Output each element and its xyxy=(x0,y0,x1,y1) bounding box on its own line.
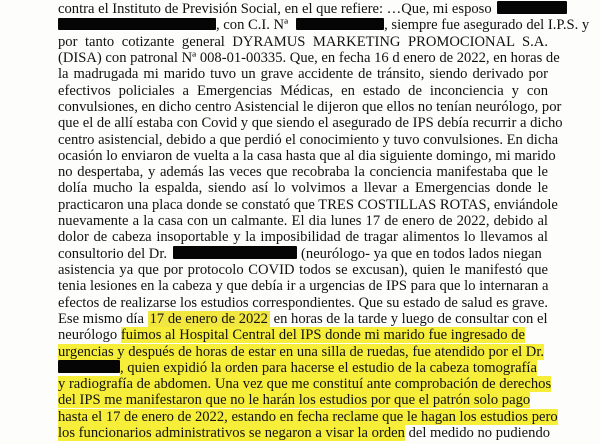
text-line-19: efectos de realizarse los estudios correspondientes. Que su estado de salud es grave. xyxy=(58,294,548,311)
highlighted-text: hasta el 17 de enero de 2022, estando en fecha reclame que le hagan los estudios pero xyxy=(58,408,558,425)
redaction-bar xyxy=(296,18,384,31)
text-line-8: que el de allí estaba con Covid y que siendo el asegurado de IPS debía recurrir a dicho xyxy=(58,115,563,132)
text-line-15: dolor de cabeza insoportable y la imposibilidad de tragar alimentos lo llevamos al xyxy=(58,229,548,246)
highlighted-text: del IPS me manifestaron que no le harán los estudios por que el patrón solo pago xyxy=(58,392,531,409)
text-line-11: no despertaba, y además las veces que recobraba la conciencia manifestaba que le xyxy=(58,164,548,181)
text-line-16: consultorio del Dr. (neurólogo- ya que en todos lados niegan xyxy=(58,245,542,262)
redaction-bar xyxy=(58,18,216,31)
text-line-2: , con C.I. Nª , siempre fue asegurado del I.P.S. y xyxy=(58,17,548,33)
highlighted-text: , quien expidió la orden para hacerse el estudio de la cabeza tomografía xyxy=(120,359,537,376)
text-line-12: dolía mucho la espalda, siendo así lo volvimos a llevar a Emergencias donde le xyxy=(58,180,548,197)
text-line-9: centro asistencial, debido a que perdió el conocimiento y tuvo convulsiones. En dicha xyxy=(58,131,559,148)
text-line-27: los funcionarios administrativos se negaron a visar la orden del medido no pudiendo xyxy=(58,425,551,441)
redaction-bar xyxy=(58,360,120,373)
text-line-10: ocasión lo enviaron de vuelta a la casa hasta que al dia siguiente domingo, mi marido xyxy=(58,147,556,164)
text-line-22 xyxy=(58,344,548,360)
text-line-24 xyxy=(58,376,552,393)
text-line-7: convulsiones, en dicho centro Asistencial le dijeron que ellos no tenían neurólogo, por xyxy=(58,98,562,115)
highlighted-text: fuimos al Hospital Central del IPS donde mi marido fue ingresado de xyxy=(120,327,525,344)
text-line-26 xyxy=(58,408,558,425)
text-line-4: (DISA) con patronal Nª 008-01-00335. Que, en fecha 16 d enero de 2022, en horas de xyxy=(58,49,560,66)
text-line-18: tenia lesiones en la cabeza y que debía ir a urgencias de IPS para que lo internaran a xyxy=(58,278,549,295)
redaction-bar xyxy=(497,1,567,14)
highlighted-text: y radiografía de abdomen. Una vez que me constituí ante comprobación de derechos xyxy=(58,376,552,393)
text-line-23 xyxy=(58,360,548,376)
text-line-1: contra el Instituto de Previsión Social, en el que refiere: …Que, mi esposo xyxy=(58,1,548,17)
text-line-25 xyxy=(58,392,548,408)
text-line-3: por tanto cotizante general DYRAMUS MARKETING PROMOCIONAL S.A. xyxy=(58,33,548,50)
text-line-14: nuevamente a la casa con un calmante. El dia lunes 17 de enero de 2022, debido al xyxy=(58,213,548,229)
text-line-21: neurólogo fuimos al Hospital Central del IPS donde mi marido fue ingresado de xyxy=(58,327,525,344)
redaction-bar xyxy=(173,246,297,259)
highlighted-text: los funcionarios administrativos se negaron a visar la orden xyxy=(58,425,405,441)
text-line-5: la madrugada mi marido tuvo un grave accidente de tránsito, siendo derivado por xyxy=(58,66,548,83)
highlighted-text: urgencias y después de horas de estar en una silla de ruedas, fue atendido por el Dr. xyxy=(58,343,545,360)
text-line-6: efectivos policiales a Emergencias Médicas, en estado de inconciencia y con xyxy=(58,82,548,99)
text-line-13: practicaron una placa donde se constató que TRES COSTILLAS ROTAS, enviándole xyxy=(58,196,558,213)
highlighted-date: 17 de enero de 2022 xyxy=(149,310,268,327)
text-line-20: Ese mismo día 17 de enero de 2022 en horas de la tarde y luego de consultar con el xyxy=(58,310,548,327)
text-line-17: asistencia ya que por protocolo COVID todos se excusan), quien le manifestó que xyxy=(58,261,548,278)
